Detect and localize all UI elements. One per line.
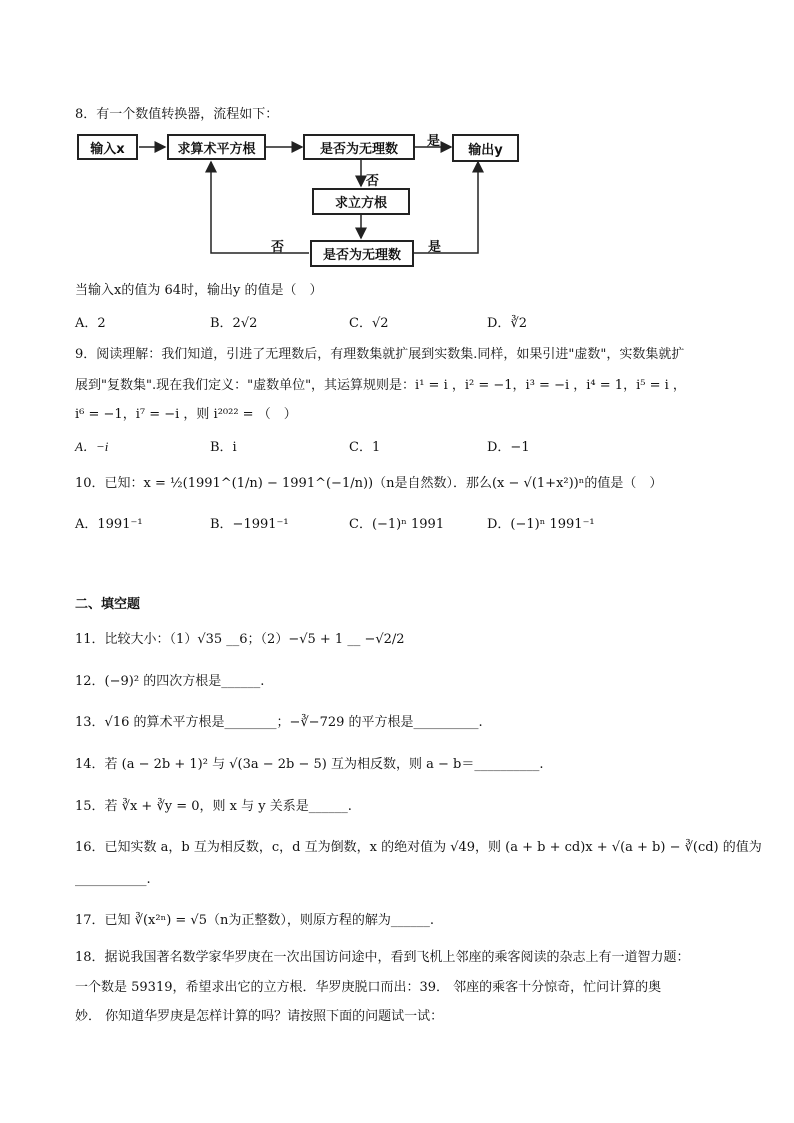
flow-cube-box: 求立方根 [312, 188, 410, 215]
q10-option-c: C．(−1)ⁿ 1991 [349, 517, 445, 532]
q10-option-d: D．(−1)ⁿ 1991⁻¹ [487, 517, 595, 532]
flow-output-box: 输出y [452, 134, 519, 162]
flow-yes1-label: 是 [427, 134, 441, 149]
q8-option-c: C．√2 [349, 316, 389, 331]
q12: 12．(−9)² 的四次方根是______. [75, 674, 265, 689]
flow-check2-box: 是否为无理数 [310, 240, 414, 267]
q10-stem: 10．已知：x = ½(1991^(1/n) − 1991^(−1/n))（n是自然数）．那么(x − √(1+x²))ⁿ的值是（ ） [75, 476, 663, 491]
q17: 17．已知 ∛(x²ⁿ) = √5（n为正整数），则原方程的解为______. [75, 913, 434, 928]
flow-check1-box: 是否为无理数 [303, 134, 415, 160]
flow-no1-label: 否 [366, 174, 380, 189]
q10-option-a: A．1991⁻¹ [75, 517, 143, 532]
q8-option-a: A．2 [75, 316, 106, 331]
q13: 13．√16 的算术平方根是________；−∛−729 的平方根是__________. [75, 715, 483, 730]
flow-yes2-label: 是 [428, 240, 442, 255]
q10-option-b: B．−1991⁻¹ [210, 517, 289, 532]
q9-line2: 展到"复数集".现在我们定义："虚数单位"，其运算规则是：i¹ = i ，i² = −1，i³ = −i ，i⁴ = 1，i⁵ = i ， [75, 378, 686, 393]
q9-option-a: A．−i [75, 439, 109, 454]
q9-option-c: C．1 [349, 440, 381, 455]
q15: 15．若 ∛x + ∛y = 0，则 x 与 y 关系是______. [75, 799, 352, 814]
q8-stem: 8．有一个数值转换器，流程如下： [75, 107, 279, 122]
q18-line3: 妙． 你知道华罗庚是怎样计算的吗？请按照下面的问题试一试： [75, 1009, 444, 1024]
q11: 11．比较大小：（1）√35 __6；（2）−√5 + 1 __ −√2/2 [75, 632, 405, 647]
q14: 14．若 (a − 2b + 1)² 与 √(3a − 2b − 5) 互为相反数，则 a − b＝__________. [75, 757, 544, 772]
q18-line1: 18．据说我国著名数学家华罗庚在一次出国访问途中，看到飞机上邻座的乘客阅读的杂志上有一道智力题： [75, 950, 690, 965]
q8-question: 当输入x的值为 64时，输出y 的值是（ ） [75, 283, 323, 298]
q18-line2: 一个数是 59319，希望求出它的立方根．华罗庚脱口而出：39． 邻座的乘客十分惊奇，忙问计算的奥 [75, 980, 662, 995]
q16-line1: 16．已知实数 a，b 互为相反数，c，d 互为倒数，x 的绝对值为 √49，则 (a + b + cd)x + √(a + b) − ∛(cd) 的值为 [75, 840, 762, 855]
q9-option-b: B．i [210, 440, 237, 455]
q8-option-d: D．∛2 [487, 316, 527, 331]
flow-sqrt-box: 求算术平方根 [167, 134, 266, 160]
q9-line3: i⁶ = −1，i⁷ = −i ，则 i²⁰²² = （ ） [75, 407, 297, 422]
q9-option-d: D．−1 [487, 440, 530, 455]
q8-option-b: B．2√2 [210, 316, 258, 331]
section-title-fill-in: 二、填空题 [75, 597, 141, 612]
flow-no2-label: 否 [271, 240, 285, 255]
q9-line1: 9．阅读理解：我们知道，引进了无理数后，有理数集就扩展到实数集.同样，如果引进"虚数"，实数集就扩 [75, 347, 685, 362]
flow-input-box: 输入x [77, 134, 138, 160]
q16-line2: ___________. [75, 872, 151, 887]
